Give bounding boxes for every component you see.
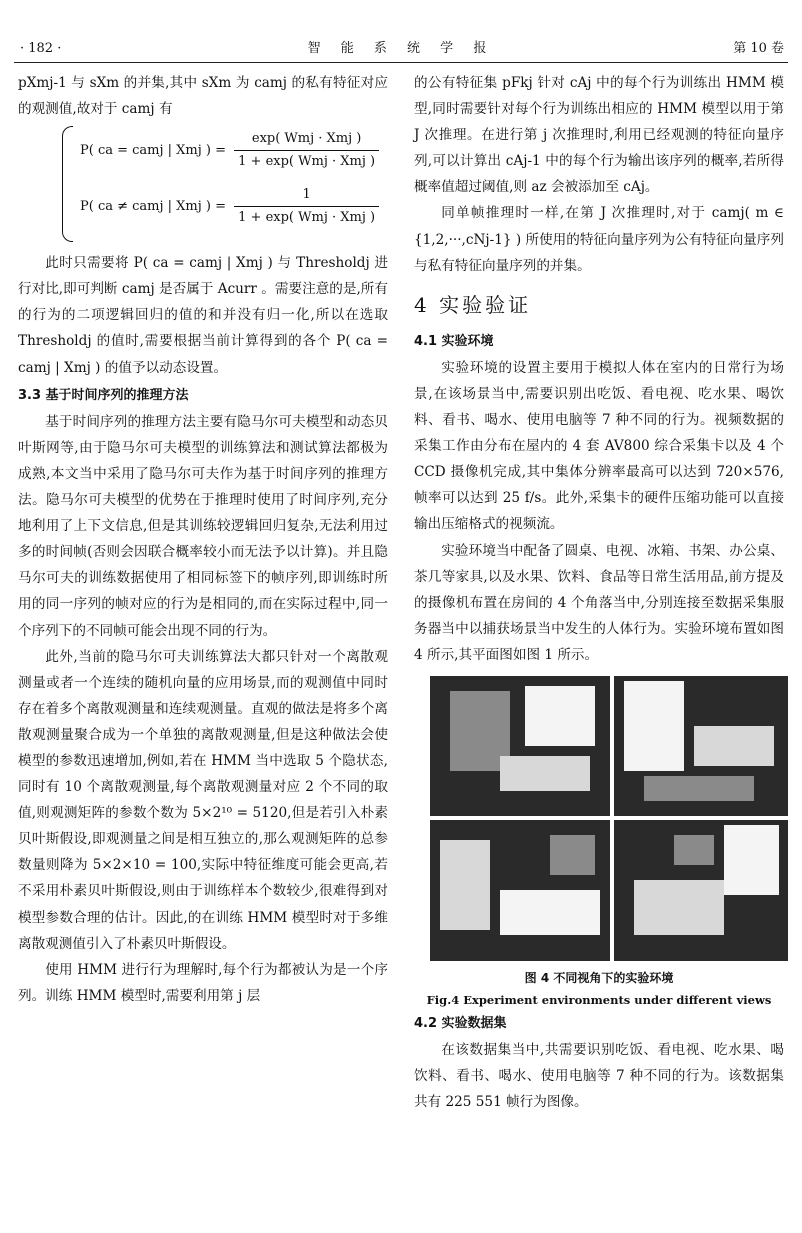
subsection-heading: 4.2 实验数据集 <box>414 1015 507 1031</box>
header-rule <box>14 62 788 63</box>
journal-title: 智 能 系 统 学 报 <box>307 41 495 56</box>
paragraph: 实验环境当中配备了圆桌、电视、冰箱、书架、办公桌、茶几等家具,以及水果、饮料、食品等日常生活用品,前方提及的摄像机布置在房间的 4 个角落当中,分别连接至数据采集服务器当中以捕获场景当中发生的人体行为。实验环境布置如图 4 所示,其平面图如图 1 所示。 <box>414 542 784 663</box>
paragraph: 此外,当前的隐马尔可夫训练算法大都只针对一个离散观测量或者一个连续的随机向量的应用场景,而的观测值中同时存在着多个离散观测量和连续观测量。直观的做法是将多个离散观测量聚合成为一个单独的离散观测量,但是这种做法会使模型的参数迅速增加,例如,若在 HMM 当中选取 5 个隐状态,同时有 10 个离散观测量,每个离散观测量对应 2 个不同的取值,则观测矩阵的参数个数为 5×2¹⁰ = 5120,但是若引入朴素贝叶斯假设,即观测量之间是相互独立的,那么观测矩阵的总参数量则降为 5×2×10 = 100,实际中特征维度可能会更高,若不采用朴素贝叶斯假设,则由于训练样本个数较少,很难得到对模型参数合理的估计。因此,的在训练 HMM 模型时对于多维离散观测值引入了朴素贝叶斯假设。 <box>18 648 388 952</box>
paragraph: 使用 HMM 进行行为理解时,每个行为都被认为是一个序列。训练 HMM 模型时,需要利用第 j 层 <box>18 961 388 1004</box>
figure-4-photos <box>430 676 788 961</box>
camera-view-photo <box>614 676 788 816</box>
camera-view-photo <box>430 820 610 961</box>
fraction-numerator: 1 <box>234 186 379 207</box>
volume-label: 第 10 卷 <box>733 41 784 56</box>
paragraph: 在该数据集当中,共需要识别吃饭、看电视、吃水果、喝饮料、看书、喝水、使用电脑等 7 种不同的行为。该数据集共有 225 551 帧行为图像。 <box>414 1042 784 1111</box>
fraction-denominator: 1 + exp( Wmj · Xmj ) <box>238 154 376 170</box>
equation-block <box>18 126 388 244</box>
fraction-denominator: 1 + exp( Wmj · Xmj ) <box>238 210 376 226</box>
paragraph: 同单帧推理时一样,在第 J 次推理时,对于 camj( m ∈ {1,2,···,cNj-1} ) 所使用的特征向量序列为公有特征向量序列与私有特征向量序列的并集。 <box>414 205 784 274</box>
equation-2 <box>80 186 379 227</box>
running-header <box>14 38 788 60</box>
figure-caption-en: Fig.4 Experiment environments under different views <box>426 992 772 1007</box>
figure-caption-cn: 图 4 不同视角下的实验环境 <box>524 970 674 985</box>
page-number: · 182 · <box>20 41 62 56</box>
paragraph: 的公有特征集 pFkj 针对 cAj 中的每个行为训练出 HMM 模型,同时需要针对每个行为训练出相应的 HMM 模型以用于第 J 次推理。在进行第 j 次推理时,利用已经观测的特征向量序列,可以计算出 cAj-1 中的每个行为输出该序列的概率,若所得概率值超过阈值,则 az 会被添加至 cAj。 <box>414 75 784 196</box>
equation-1 <box>80 130 379 171</box>
right-column <box>414 70 784 1115</box>
paragraph: 基于时间序列的推理方法主要有隐马尔可夫模型和动态贝叶斯网等,由于隐马尔可夫模型的训练算法和测试算法都极为成熟,本文当中采用了隐马尔可夫作为基于时间序列的推理方法。隐马尔可夫模型的优势在于推理时使用了时间序列,充分地利用了上下文信息,但是其训练较逻辑回归复杂,无法利用过多的时间帧(否则会因联合概率较小而无法予以计算)。并且隐马尔可夫的训练数据使用了相同标签下的帧序列,即训练时所用的同一序列的帧对应的行为是相同的,而在实际过程中,同一个序列下的不同帧可能会出现不同的行为。 <box>18 413 388 639</box>
section-heading: 3.3 基于时间序列的推理方法 <box>18 387 189 403</box>
paragraph: 实验环境的设置主要用于模拟人体在室内的日常行为场景,在该场景当中,需要识别出吃饭、看电视、吃水果、喝饮料、看书、喝水、使用电脑等 7 种不同的行为。视频数据的采集工作由分布在屋内的 4 套 AV800 综合采集卡以及 4 个 CCD 摄像机完成,其中集体分辨率最高可以达到 720×576,帧率可以达到 25 f/s。此外,采集卡的硬件压缩功能可以直接输出压缩格式的视频流。 <box>414 359 784 533</box>
camera-view-photo <box>430 676 610 816</box>
subsection-heading: 4.1 实验环境 <box>414 333 494 349</box>
fraction-numerator: exp( Wmj · Xmj ) <box>234 130 379 151</box>
equation-lhs: P( ca = camj | Xmj ) = <box>80 143 227 159</box>
paragraph: 此时只需要将 P( ca = camj | Xmj ) 与 Thresholdj 进行对比,即可判断 camj 是否属于 Acurr 。需要注意的是,所有的行为的二项逻辑回归的值的和并没有归一化,所以在选取 Thresholdj 的值时,需要根据当前计算得到的各个 P( ca = camj | Xmj ) 的值予以动态设置。 <box>18 255 388 376</box>
equation-lhs: P( ca ≠ camj | Xmj ) = <box>80 199 227 215</box>
paragraph: pXmj-1 与 sXm 的并集,其中 sXm 为 camj 的私有特征对应的观测值,故对于 camj 有 <box>18 75 388 118</box>
camera-view-photo <box>614 820 788 961</box>
equation-fraction <box>234 130 379 171</box>
equation-fraction <box>234 186 379 227</box>
section-heading: 4 实验验证 <box>414 292 532 317</box>
equation-brace <box>62 126 73 242</box>
left-column <box>18 70 388 1009</box>
